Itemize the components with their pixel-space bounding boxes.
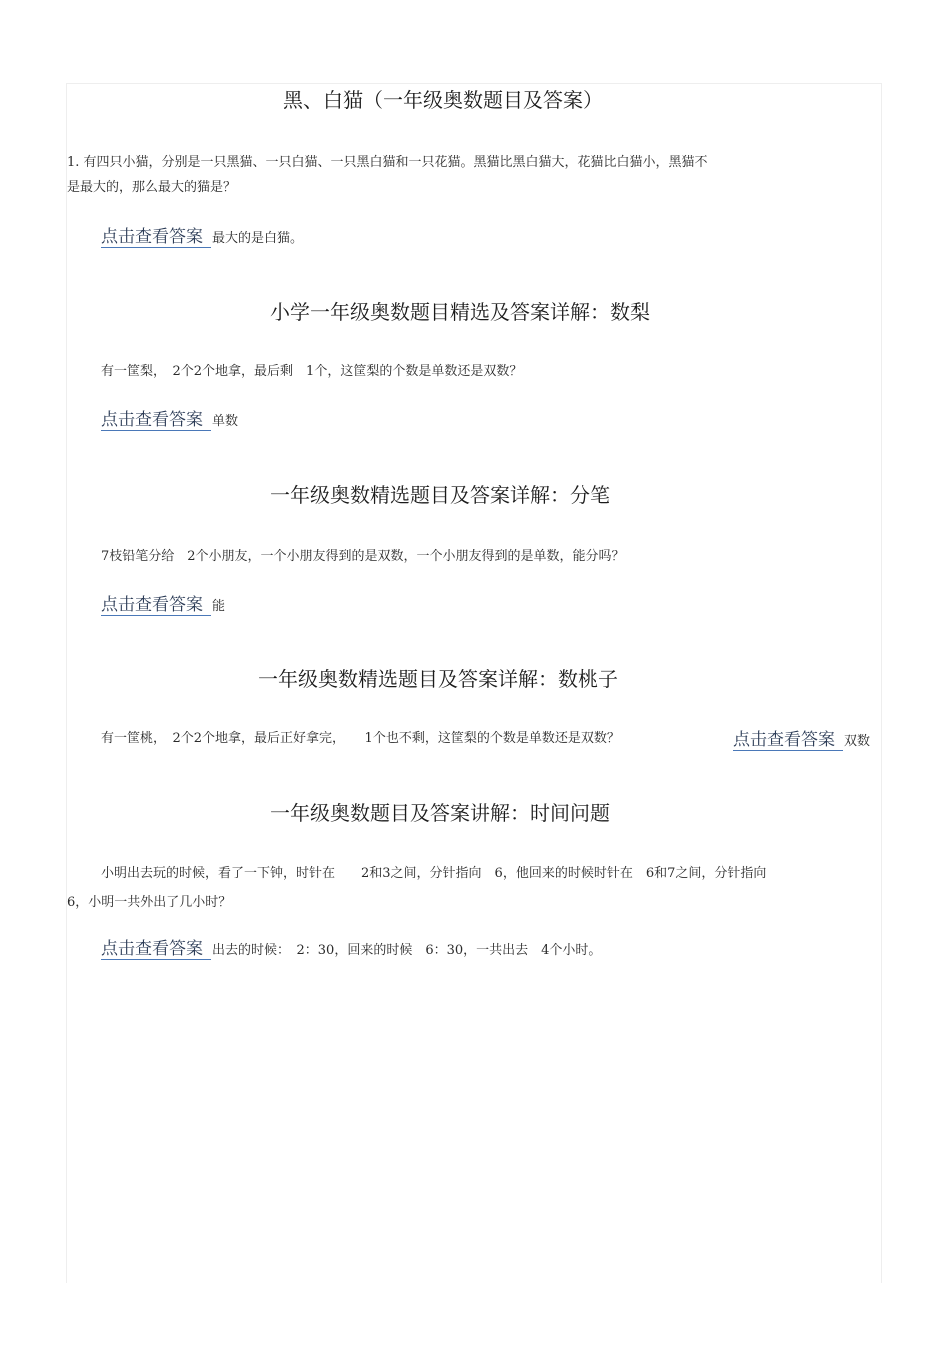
section-heading-pears: 小学一年级奥数题目精选及答案详解：数梨 — [270, 300, 650, 324]
answer-2: 单数 — [212, 414, 239, 429]
answer-row-1 — [101, 222, 303, 247]
answer-row-5 — [101, 934, 601, 959]
answer-4: 双数 — [844, 734, 871, 749]
view-answer-link-2[interactable]: 点击查看答案 — [101, 410, 211, 431]
question-pears: 有一筐梨， 2个2个地拿，最后剩 1个，这筐梨的个数是单数还是双数？ — [101, 364, 523, 379]
answer-5: 出去的时候： 2：30，回来的时候 6：30，一共出去 4个小时。 — [212, 943, 602, 958]
section-heading-pencils: 一年级奥数精选题目及答案详解：分笔 — [270, 483, 610, 507]
question-peaches: 有一筐桃， 2个2个地拿，最后正好拿完， 1个也不剩，这筐梨的个数是单数还是双数？ — [101, 731, 620, 746]
view-answer-link-3[interactable]: 点击查看答案 — [101, 595, 211, 616]
section-heading-time: 一年级奥数题目及答案讲解：时间问题 — [270, 801, 610, 825]
answer-1: 最大的是白猫。 — [212, 231, 304, 246]
view-answer-link-1[interactable]: 点击查看答案 — [101, 227, 211, 248]
question-time-line-1: 小明出去玩的时候，看了一下钟，时针在 2和3之间，分针指向 6，他回来的时候时针在 6和7之间，分针指向 — [101, 866, 767, 881]
answer-row-4 — [733, 725, 870, 750]
section-heading-peaches: 一年级奥数精选题目及答案详解：数桃子 — [258, 667, 618, 691]
view-answer-link-4[interactable]: 点击查看答案 — [733, 730, 843, 751]
answer-3: 能 — [212, 599, 226, 614]
question-1-line-2: 是最大的，那么最大的猫是？ — [67, 180, 237, 195]
view-answer-link-5[interactable]: 点击查看答案 — [101, 939, 211, 960]
question-pencils: 7枝铅笔分给 2个小朋友，一个小朋友得到的是双数，一个小朋友得到的是单数，能分吗？ — [101, 549, 625, 564]
document-title: 黑、白猫（一年级奥数题目及答案） — [283, 88, 603, 112]
question-1-line-1: 1. 有四只小猫，分别是一只黑猫、一只白猫、一只黑白猫和一只花猫。黑猫比黑白猫大，花猫比白猫小，黑猫不 — [67, 155, 708, 170]
answer-row-2 — [101, 405, 238, 430]
question-time-line-2: 6，小明一共外出了几小时？ — [67, 895, 232, 910]
answer-row-3 — [101, 590, 225, 615]
